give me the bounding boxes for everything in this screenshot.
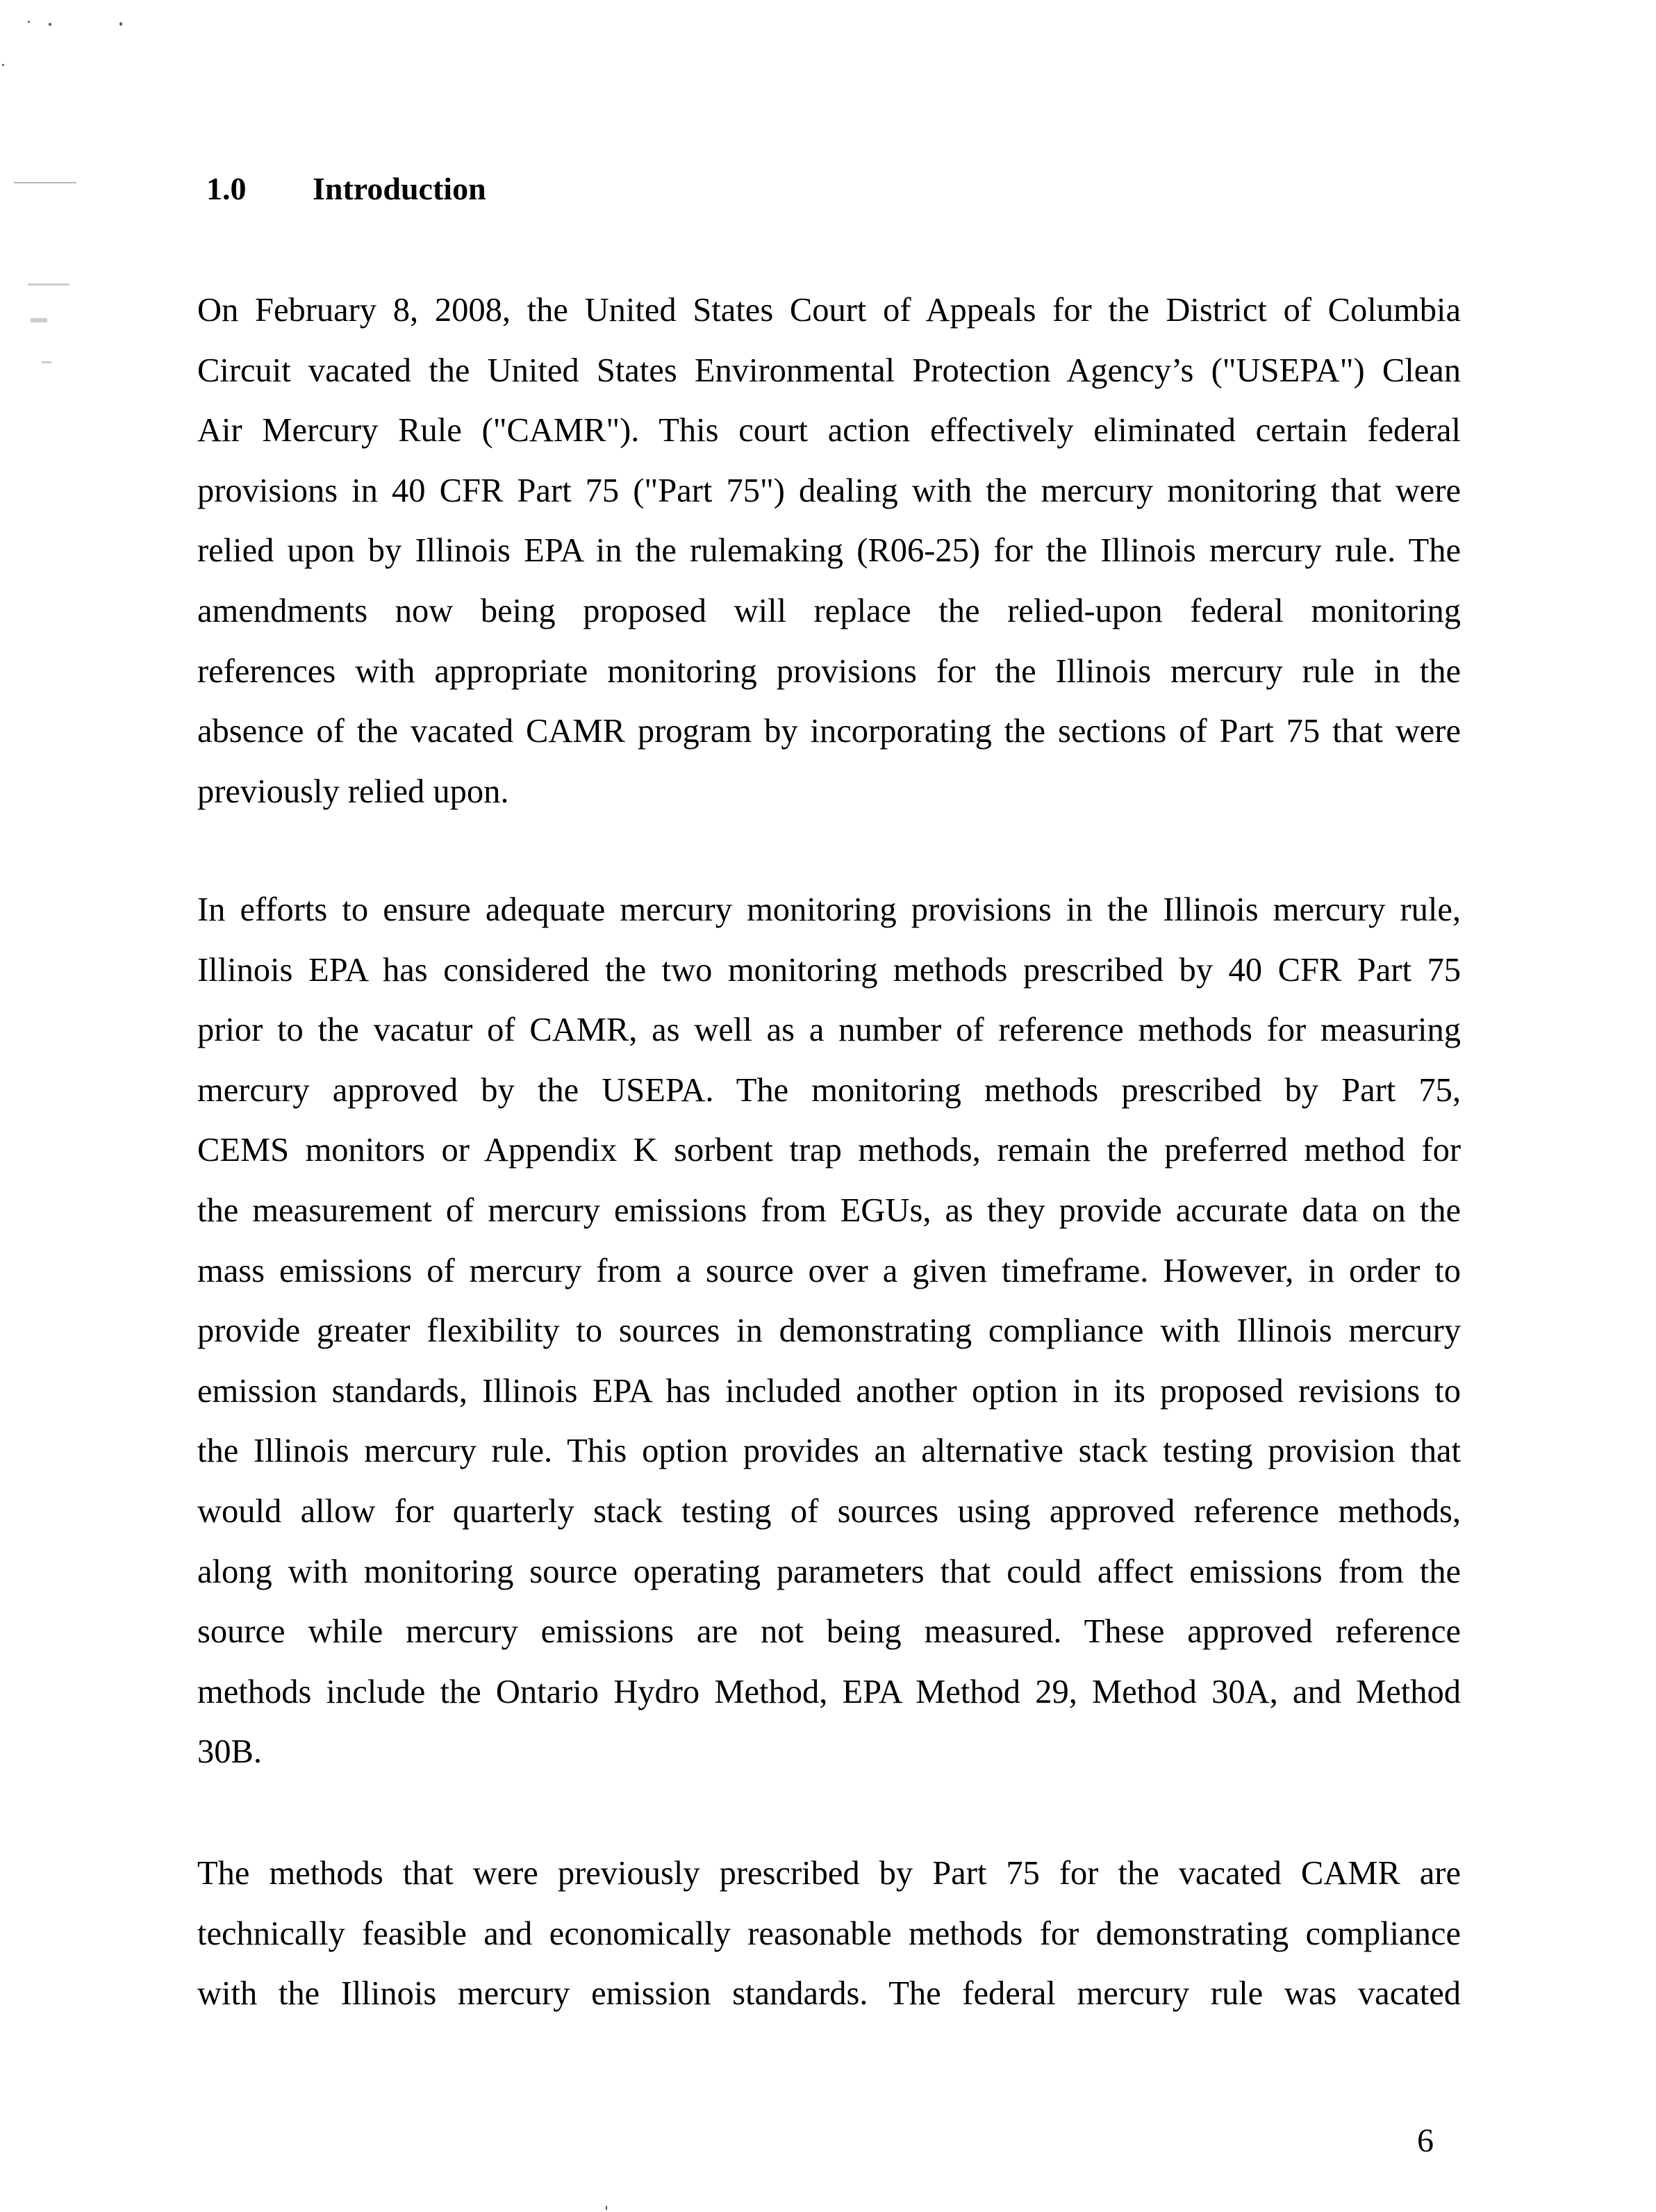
scan-artifact [119,22,122,26]
paragraph-2 [197,880,1461,1783]
scan-artifact [28,21,30,23]
scan-artifact [14,182,76,183]
text-line: along with monitoring source operating parameters that could affect emissions from the [197,1553,1461,1590]
text-line: 30B. [197,1733,262,1771]
text-line: mass emissions of mercury from a source over a given timeframe. However, in order to [197,1252,1461,1289]
text-line: amendments now being proposed will replace the relied-upon federal monitoring [197,592,1461,629]
text-line: methods include the Ontario Hydro Method, EPA Method 29, Method 30A, and Method [197,1673,1461,1710]
text-line: In efforts to ensure adequate mercury monitoring provisions in the Illinois mercury rule, [197,891,1461,928]
scan-artifact [31,318,47,322]
scan-artifact [28,283,69,286]
text-line: provisions in 40 CFR Part 75 ("Part 75") dealing with the mercury monitoring that were [197,472,1461,509]
section-number: 1.0 [206,171,247,206]
text-line: would allow for quarterly stack testing of sources using approved reference methods, [197,1492,1461,1530]
scan-artifact [2,64,4,66]
paragraph-3 [197,1844,1461,2024]
text-line: absence of the vacated CAMR program by incorporating the sections of Part 75 that were [197,713,1461,750]
text-line: previously relied upon. [197,773,509,810]
text-line: technically feasible and economically reasonable methods for demonstrating compliance [197,1915,1461,1952]
section-heading [206,170,486,208]
text-line: source while mercury emissions are not being measured. These approved reference [197,1613,1461,1651]
text-line: The methods that were previously prescribed by Part 75 for the vacated CAMR are [197,1855,1461,1892]
text-line: relied upon by Illinois EPA in the rulemaking (R06-25) for the Illinois mercury rule. The [197,532,1461,570]
text-line: On February 8, 2008, the United States Court of Appeals for the District of Columbia [197,292,1461,329]
scan-artifact [42,361,51,363]
text-line: the measurement of mercury emissions from EGUs, as they provide accurate data on the [197,1191,1461,1229]
scan-artifact [606,2206,607,2210]
text-line: Illinois EPA has considered the two monitoring methods prescribed by 40 CFR Part 75 [197,951,1461,989]
section-title: Introduction [313,171,486,206]
page-number: 6 [1417,2122,1434,2159]
text-line: Circuit vacated the United States Environmental Protection Agency’s ("USEPA") Clean [197,352,1461,389]
text-line: Air Mercury Rule ("CAMR"). This court action effectively eliminated certain federal [197,412,1461,449]
scan-artifact [49,23,51,26]
text-line: with the Illinois mercury emission standards. The federal mercury rule was vacated [197,1975,1461,2013]
text-line: provide greater flexibility to sources in demonstrating compliance with Illinois mercury [197,1312,1461,1350]
text-line: references with appropriate monitoring provisions for the Illinois mercury rule in the [197,652,1461,690]
text-line: CEMS monitors or Appendix K sorbent trap methods, remain the preferred method for [197,1132,1461,1169]
paragraph-1 [197,281,1461,822]
text-line: mercury approved by the USEPA. The monitoring methods prescribed by Part 75, [197,1071,1461,1109]
text-line: prior to the vacatur of CAMR, as well as a number of reference methods for measuring [197,1012,1461,1049]
text-line: emission standards, Illinois EPA has included another option in its proposed revisions to [197,1372,1461,1410]
text-line: the Illinois mercury rule. This option provides an alternative stack testing provision that [197,1433,1461,1470]
